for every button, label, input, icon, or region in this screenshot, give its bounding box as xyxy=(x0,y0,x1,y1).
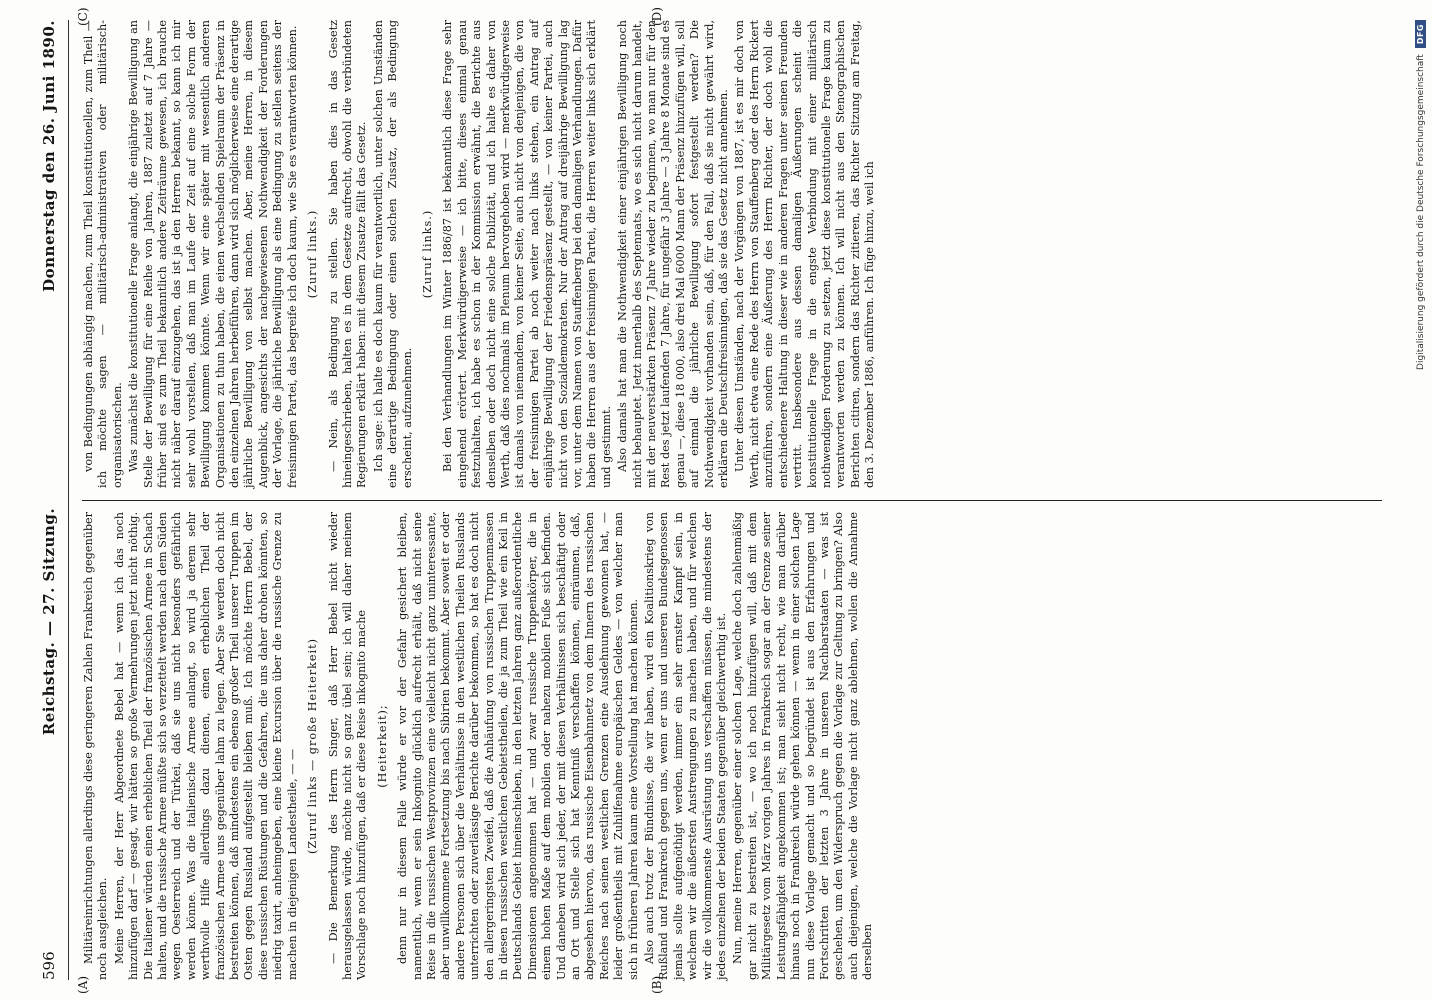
interjection: (Zuruf links — große Heiterkeit) xyxy=(306,638,320,854)
paragraph: Meine Herren, der Herr Abgeordnete Bebel hat — wenn ich das noch hinzufügen darf — gesagt, wir hätten so große Vermehrungen jetzt nicht nöthig. Die Italiener würden einen erheblichen Theil der französischen Armee in Schach halten, und die russische Armee müßte sich so verzettelt werden nach dem Süden wegen Oesterreich und der Türkei, daß sie uns nicht besonders gefährlich werden könne. Was die italienische Armee anlangt, so wird ja derem sehr werthvolle Hilfe allerdings dazu dienen, einen erheblichen Theil der französischen Armee uns gegenüber lahm zu legen. Aber Sie werden doch nicht bestreiten können, daß mindestens ein ebenso großer Theil unserer Truppen im Osten gegen Russland aufgestellt bleiben muß. Ich möchte Herrn Bebel, der diese russischen Rüstungen und die Gefahren, die uns daher drohen könnten, so niedrig taxirt, anheimgeben, eine kleine Excursion über die russische Grenze zu machen in diejenigen Landestheile, — — xyxy=(112,512,299,980)
paragraph: von Bedingungen abhängig machen, zum Theil konstitutionellen, zum Theil — ich möchte sagen — militärisch-administrativen oder militärisch-organisatorischen. xyxy=(82,20,124,488)
page-number: 596 xyxy=(40,951,58,980)
margin-marker-c: (C) xyxy=(76,7,90,26)
paragraph: Nun, meine Herren, gegenüber einer solchen Lage, welche doch zahlenmäßig gar nicht zu bestreiten ist, — wo ich noch hinzufügen will, daß mit dem Militärgesetz vom März vorigen Jahres in Frankreich sogar an der Grenze seiner Leistungsfähigkeit angekommen ist; man sieht nicht recht, wie man darüber hinaus noch in Frankreich würde gehen können — wenn in einer solchen Lage nun diese Vorlage gemacht und so begründet ist aus den Erfahrungen und Fortschritten der letzten 3 Jahre in unseren Nachbarstaaten — was ist geschehen, um den Widerspruch gegen die Vorlage zur Geltung zu bringen? Also auch diejenigen, welche die Vorlage nicht ganz ablehnen, wollen die Annahme derselben xyxy=(731,512,875,980)
paragraph: — Nein, als Bedingung zu stellen. Sie haben dies in das Gesetz hineingeschrieben, halten es in dem Gesetze aufrecht, obwohl die verbündeten Regierungen erklärt haben: mit diesem Zusatze fällt das Gesetz. xyxy=(326,20,369,488)
digitization-note: Digitalisierung gefördert durch die Deutsche Forschungsgemeinschaft xyxy=(1415,54,1426,370)
paragraph: Unter diesen Umständen, nach der Vorgängen von 1887, ist es mir doch von Werth, nicht etwa eine Rede des Herrn von Stauffenberg oder des Herrn Rickert anzuführen, sondern eine Äußerung des Herrn Richter, der doch wohl die entschiedenere Haltung in dieser wie in anderen Fragen unter seinen Freunden vertritt. Insbesondere aus dessen damaligen Äußerungen scheint die konstitutionelle Frage in die engste Verbindung mit einer militärisch nothwendigen Forderung zu setzen, jetzt diese konstitutionelle Frage kaum zu verantworten werden zu können. Ich will nicht aus den Stenographischen Berichten citiren, sondern das Richter zitieren, das Richter Sitzung am Freitag, den 3. Dezember 1886, anführen. Ich füge hinzu, weil ich xyxy=(733,20,877,488)
margin-marker-a: (A) xyxy=(76,975,90,994)
page-header xyxy=(40,20,69,980)
right-column xyxy=(82,20,880,488)
paragraph: Bei den Verhandlungen im Winter 1886/87 ist bekanntlich diese Frage sehr eingehend erörtert. Merkwürdigerweise — ich bitte, dieses einmal genau festzuhalten, ich habe es schon in der Kommission erwähnt, die Berichte aus denselben oder doch nicht eine solche Publizität, und ich halte es daher von Werth, daß dies nochmals im Plenum hervorgehoben wird — merkwürdigerweise ist damals von niemandem, von keiner Seite, auch nicht von denjenigen, die von der freisinnigen Partei ab noch weiter nach links stehen, ein Antrag auf einjährige Bewilligung der Friedenspräsenz gestellt, — von keiner Partei, auch nicht von den Sozialdemokraten. Nur der Antrag auf dreijährige Bewilligung lag vor, unter dem Namen von Stauffenberg bei den damaligen Verhandlungen. Dafür haben die Herren aus der freisinnigen Partei, die Herren weiter links sich erklärt und gestimmt. xyxy=(441,20,613,488)
paragraph: denn nur in diesem Falle würde er vor der Gefahr gesichert bleiben, namentlich, wenn er sein Inkognito glücklich aufrecht erhält, daß nicht seine Reise in die russischen Westprovinzen eine vielleicht nicht ganz uninteressante, aber unwillkommene Fortsetzung bis nach Sibirien bekommt. Aber soweit er oder andere Personen sich über die Verhältnisse in den westlichen Theilen Russlands unterrichten oder zuverlässige Berichte darüber bekommen, so hat es doch nicht den allergeringsten Zweifel, daß die Anhäufung von russischen Truppenmassen in diesen russischen westlichen Gebietstheilen, die ja zum Theil wie ein Keil in Deutschlands Gebiet hineinschieben, in den letzten Jahren ganz außerordentliche Dimensionen angenommen hat — und zwar russische Truppenkörper, die in einem hohen Maße auf dem mobilen oder nahezu mobilen Fuße sich befinden. Und daneben wird sich jeder, der mit diesen Verhältnissen sich beschäftigt oder an Ort und Stelle sich hat Kenntniß verschaffen können, einräumen, daß, abgesehen hiervon, das russische Eisenbahnnetz von dem Innern des russischen Reiches nach seinen westlichen Grenzen eine Ausdehnung gewonnen hat, — leider großentheils mit Zuhilfenahme europäischen Geldes — von welcher man sich in früheren Jahren kaum eine Vorstellung hat machen können. xyxy=(396,512,640,980)
paragraph: Also damals hat man die Nothwendigkeit einer einjährigen Bewilligung noch nicht behauptet. Jetzt innerhalb des Septennats, wo es sich nicht darum handelt, mit der neuverstärkten Präsenz 7 Jahre wieder zu beginnen, wo man nur für den Rest des jetzt laufenden 7 Jahre, für ungefähr 3 Jahre — 3 Jahre 8 Monate sind es genau —, diese 18 000, also drei Mal 6000 Mann der Präsenz hinzufügen will, soll auf einmal die jährliche Bewilligung sofort festgestellt werden? Die Nothwendigkeit vorhanden sein, daß, für den Fall, daß sie nicht gewährt wird, erklären die Deutschfreisinnigen, daß sie das Gesetz nicht annehmen. xyxy=(616,20,731,488)
margin-marker-b: (B) xyxy=(650,975,664,994)
session-date: Donnerstag den 26. Juni 1890. xyxy=(40,20,58,292)
paragraph: Militäreinrichtungen allerdings diese geringeren Zahlen Frankreich gegenüber noch ausgleichen. xyxy=(82,512,110,980)
column-divider xyxy=(82,500,1382,501)
digitization-footer xyxy=(1415,20,1426,980)
interjection: (Zuruf links.) xyxy=(420,209,434,299)
margin-marker-d: (D) xyxy=(650,7,664,26)
left-column xyxy=(82,512,878,980)
paragraph: Ich sage: ich halte es doch kaum für verantwortlich, unter solchen Umständen eine derartige Bedingung oder einen solchen Zusatz, der als Bedingung erscheint, aufzunehmen. xyxy=(371,20,414,488)
session-title: Reichstag. — 27. Sitzung. xyxy=(40,507,58,736)
interjection: (Zuruf links.) xyxy=(306,209,320,299)
paragraph: Also auch trotz der Bündnisse, die wir haben, wird ein Koalitionskrieg von Rußland und Frankreich gegen uns, wenn er uns und unseren Bundesgenossen jemals sollte aufgenöthigt werden, immer ein sehr ernster Kampf sein, in welchem wir die äußersten Anstrengungen zu machen haben, und für welchen wir die vollkommenste Ausrüstung uns verschaffen müssen, die mindestens der jedes einzelnen der beiden Staaten gegenüber gleichwerthig ist. xyxy=(643,512,729,980)
paragraph: Was zunächst die konstitutionelle Frage anlangt, die einjährige Bewilligung an Stelle der Bewilligung für eine Reihe von Jahren, 1887 zuletzt auf 7 Jahre — früher sind es zum Theil bekanntlich andere Zeiträume gewesen, ich brauche nicht näher darauf einzugehen, das ist ja den Herren bekannt, so kann ich mir sehr wohl vorstellen, daß man im Laufe der Zeit auf eine solche Form der Bewilligung kommen könnte. Wenn wir eine später mit wesentlich anderen Organisationen zu thun haben, die einen wechselnden Spielraum der Präsenz in den einzelnen Jahren herbeiführen, dann wird sich möglicherweise eine derartige jährliche Bewilligung von selbst machen. Aber, meine Herren, in diesem Augenblick, angesichts der nachgewiesenen Nothwendigkeit der Forderungen der Vorlage, die jährliche Bewilligung als eine Bedingung zu stellen seitens der freisinnigen Partei, das begreife ich doch kaum, wie Sie es verantworten können. xyxy=(127,20,299,488)
interjection: (Heiterkeit); xyxy=(375,704,389,788)
paragraph: — Die Bemerkung des Herrn Singer, daß Herr Bebel nicht wieder herausgelassen würde, möchte nicht so ganz übel sein; ich will daher meinem Vorschlage noch hinzufügen, daß er diese Reise inkognito mache xyxy=(326,512,369,980)
dfg-logo: DFG xyxy=(1415,20,1426,48)
